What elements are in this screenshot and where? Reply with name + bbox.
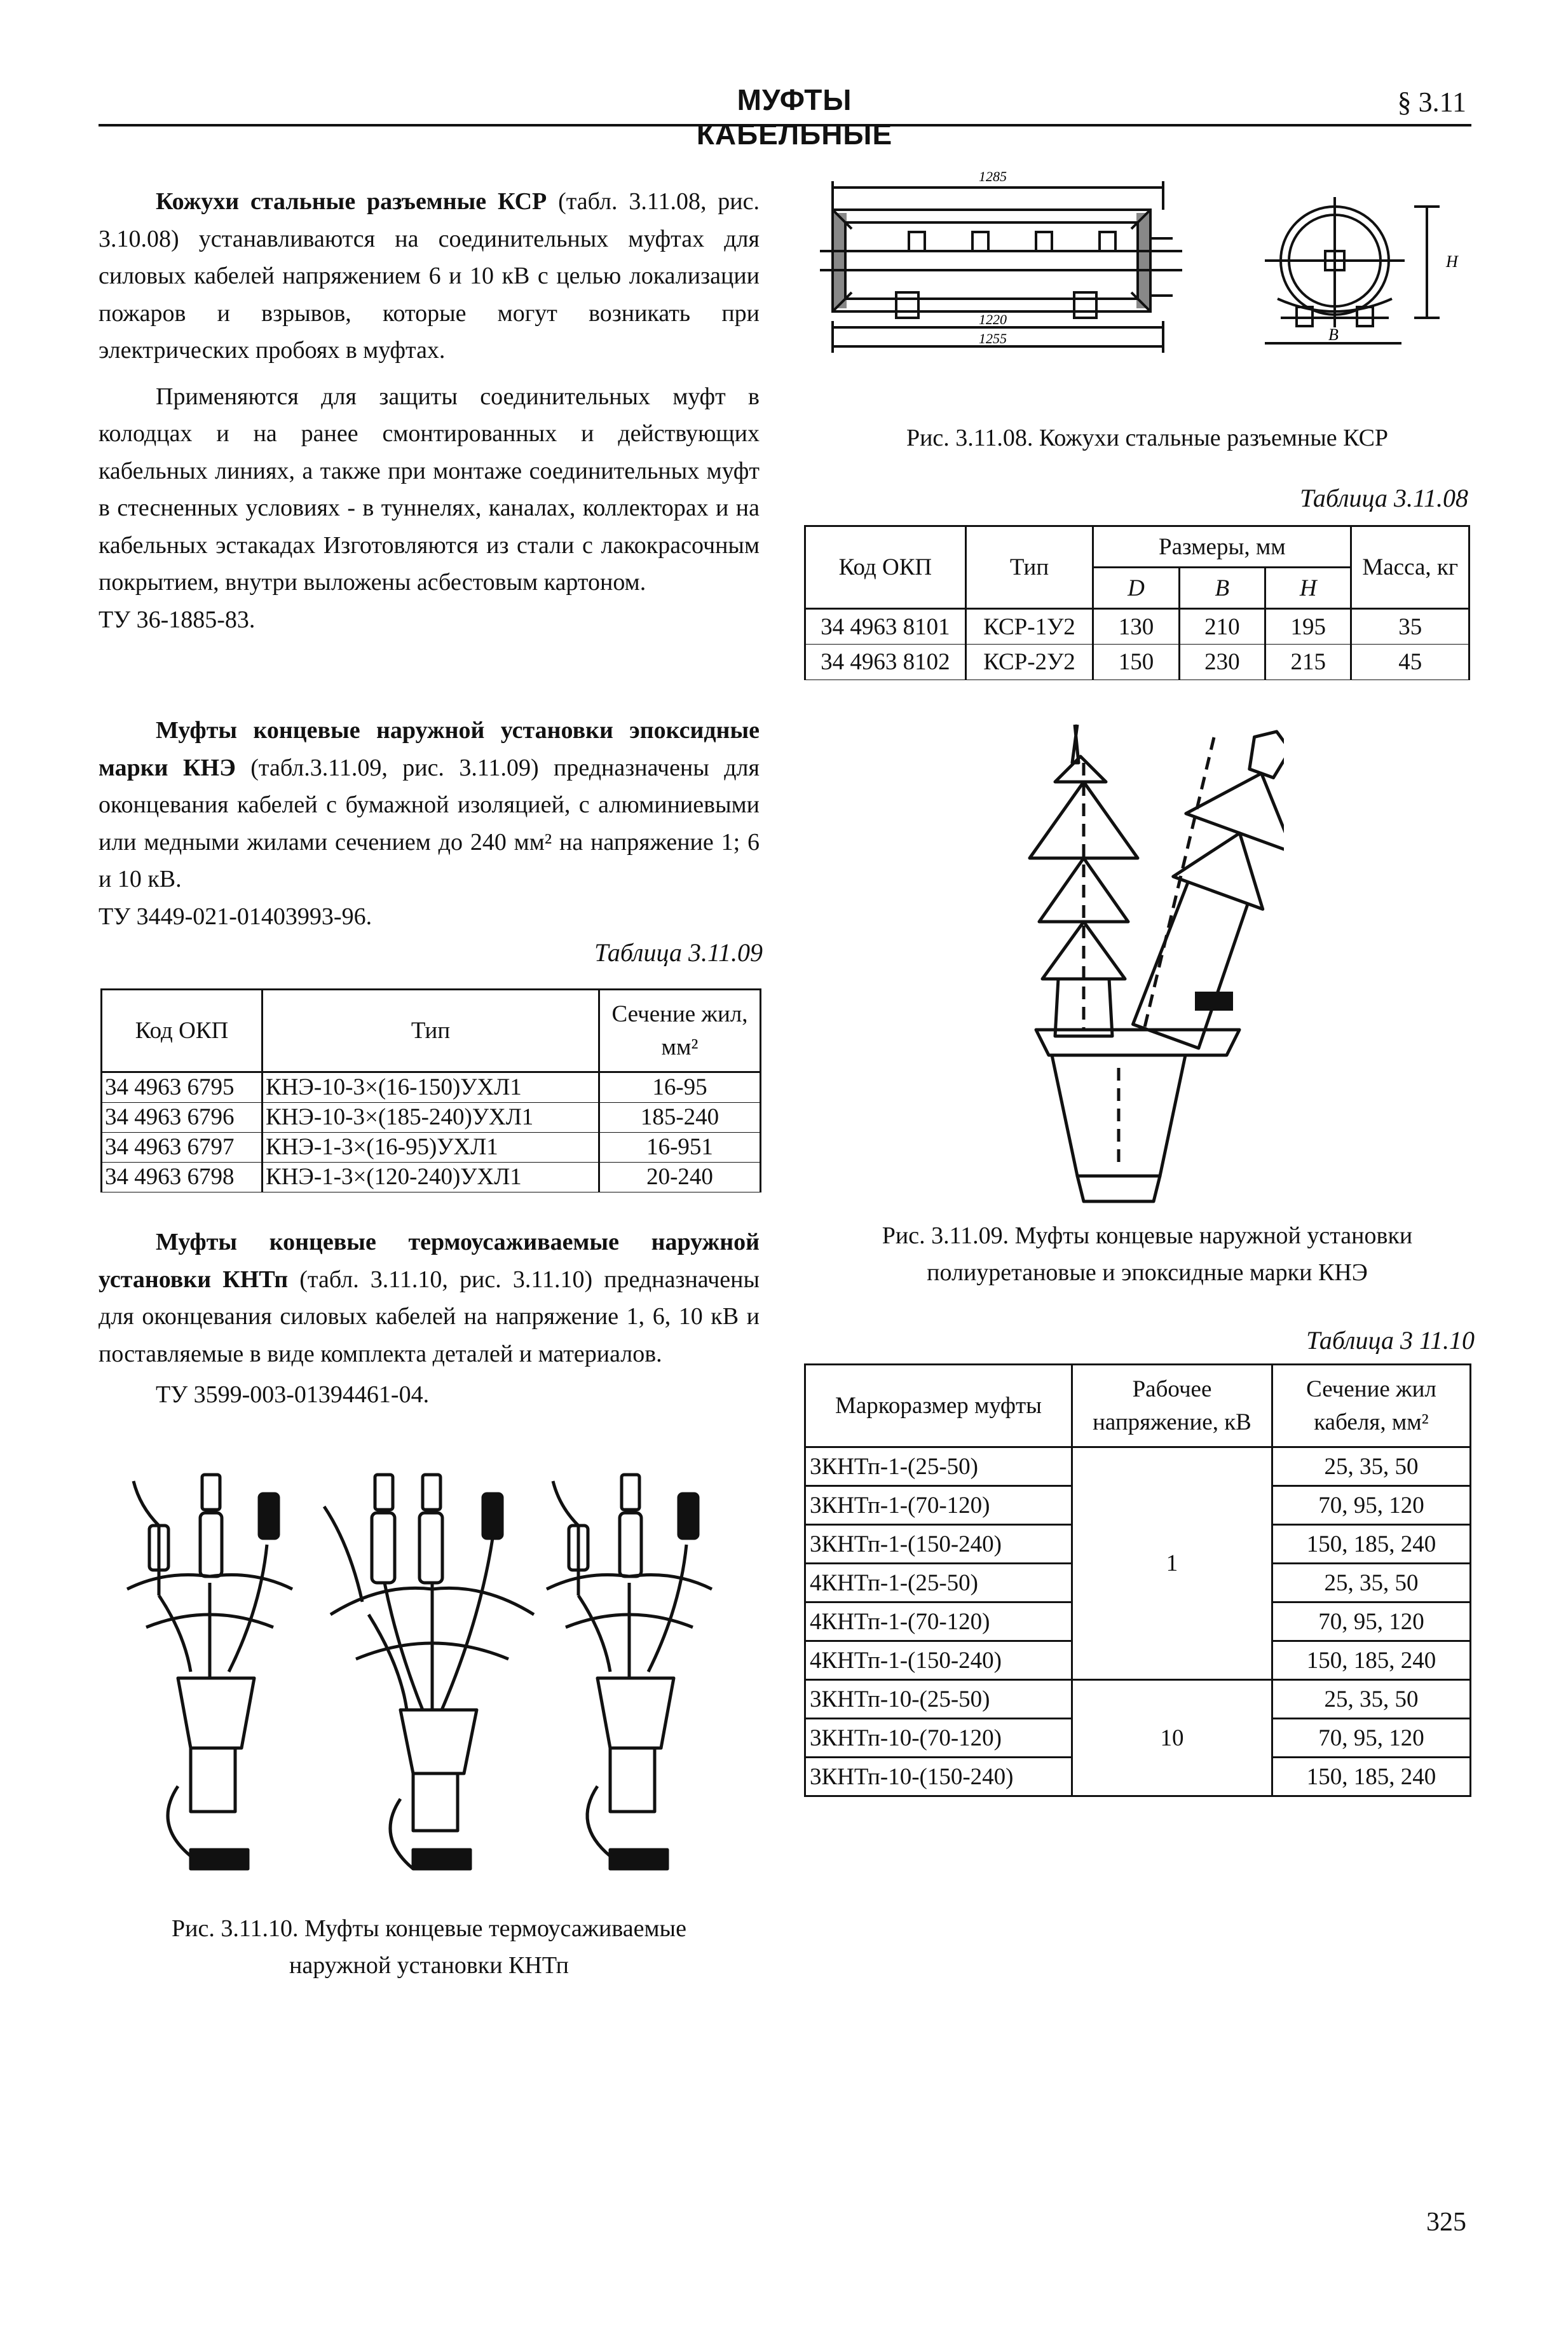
t1-cell: 230 [1179, 645, 1265, 680]
t3-cell: 25, 35, 50 [1272, 1564, 1471, 1602]
t2-cell: 20-240 [599, 1163, 761, 1192]
t2-cell: 34 4963 6797 [102, 1133, 262, 1163]
t3-cell: 150, 185, 240 [1272, 1758, 1471, 1796]
t1-h-code: Код ОКП [805, 526, 966, 609]
t2-h-sec: Сечение жил, мм² [599, 990, 761, 1072]
t1-cell: 34 4963 8102 [805, 645, 966, 680]
running-header-section: § 3.11 [1397, 86, 1466, 118]
t1-cell: 130 [1093, 609, 1179, 645]
table1-caption: Таблица 3.11.08 [1300, 484, 1468, 512]
t3-cell: 3КНТп-1-(70-120) [805, 1486, 1072, 1525]
t3-h-mark: Маркоразмер муфты [805, 1365, 1072, 1447]
block2-p1: (табл.3.11.09, рис. 3.11.09) предназначены для оконцевания кабелей с бумажной изоляцией, с алюминиевыми или медными жилами сечением до 240 мм² на напряжение 1; 6 и 10 кВ. [99, 754, 760, 892]
block3-p1: (табл. 3.11.10, рис. 3.11.10) предназначены для оконцевания силовых кабелей на напряжение 1, 6, 10 кВ и поставляемые в виде комплекта деталей и материалов. [99, 1266, 760, 1367]
t1-cell: 195 [1265, 609, 1351, 645]
table2-caption: Таблица 3.11.09 [594, 938, 763, 967]
block2-tu: ТУ 3449-021-01403993-96. [99, 903, 372, 930]
fig1-caption: Рис. 3.11.08. Кожухи стальные разъемные КСР [906, 425, 1389, 451]
t1-cell: КСР-1У2 [965, 609, 1093, 645]
block1-tu: ТУ 36-1885-83. [99, 606, 256, 633]
fig-3-11-10-drawing [108, 1468, 756, 1875]
block1-p1: (табл. 3.11.08, рис. 3.10.08) устанавливаются на соединительных муфтах для силовых кабелей напряжением 6 и 10 кВ с целью локализации пожаров и взрывов, которые могут возникать при электрических пробоях в муфтах. [99, 188, 760, 364]
t1-cell: 35 [1351, 609, 1469, 645]
t3-cell: 70, 95, 120 [1272, 1602, 1471, 1641]
t3-cell: 3КНТп-10-(25-50) [805, 1680, 1072, 1719]
t3-cell: 70, 95, 120 [1272, 1486, 1471, 1525]
t1-h-h: H [1265, 568, 1351, 609]
table-row [102, 1133, 761, 1163]
t3-h-sec: Сечение жил кабеля, мм² [1272, 1365, 1471, 1447]
t2-h-type: Тип [262, 990, 599, 1072]
block2-text [99, 712, 760, 935]
t2-h-code: Код ОКП [102, 990, 262, 1072]
t3-cell: 4КНТп-1-(70-120) [805, 1602, 1072, 1641]
t3-volt-10: 10 [1072, 1680, 1272, 1796]
t1-h-dims: Размеры, мм [1093, 526, 1351, 568]
dim-b: B [1328, 325, 1339, 344]
t2-cell: 16-951 [599, 1133, 761, 1163]
t3-h-volt: Рабочее напряжение, кВ [1072, 1365, 1272, 1447]
running-header-title: МУФТЫ КАБЕЛЬНЫЕ [696, 83, 893, 151]
t1-cell: 215 [1265, 645, 1351, 680]
t3-cell: 3КНТп-10-(150-240) [805, 1758, 1072, 1796]
t2-cell: КНЭ-10-3×(16-150)УХЛ1 [262, 1072, 599, 1103]
t3-cell: 150, 185, 240 [1272, 1641, 1471, 1680]
t2-cell: 34 4963 6796 [102, 1103, 262, 1133]
t3-volt-1: 1 [1072, 1447, 1272, 1680]
t3-cell: 70, 95, 120 [1272, 1719, 1471, 1758]
block1-text [99, 183, 760, 638]
t2-cell: 16-95 [599, 1072, 761, 1103]
t1-cell: 150 [1093, 645, 1179, 680]
t1-cell: 210 [1179, 609, 1265, 645]
table-row [805, 609, 1469, 645]
fig2-caption-line1: Рис. 3.11.09. Муфты концевые наружной установки [882, 1222, 1413, 1249]
table-3-11-08 [804, 525, 1470, 680]
t1-cell: КСР-2У2 [965, 645, 1093, 680]
t3-cell: 4КНТп-1-(150-240) [805, 1641, 1072, 1680]
t1-h-type: Тип [965, 526, 1093, 609]
fig-3-11-09-drawing [1017, 712, 1284, 1214]
t3-cell: 25, 35, 50 [1272, 1680, 1471, 1719]
termination-3 [547, 1475, 712, 1869]
t3-cell: 3КНТп-10-(70-120) [805, 1719, 1072, 1758]
fig2-caption-line2: полиуретановые и эпоксидные марки КНЭ [927, 1259, 1368, 1286]
t3-cell: 25, 35, 50 [1272, 1447, 1471, 1486]
table3-caption: Таблица 3 11.10 [1306, 1326, 1475, 1355]
table-row [805, 1680, 1471, 1719]
fig-3-11-08-drawing [820, 162, 1475, 400]
t1-h-mass: Масса, кг [1351, 526, 1469, 609]
t1-cell: 45 [1351, 645, 1469, 680]
block1-lead: Кожухи стальные разъемные КСР [156, 188, 547, 215]
t3-cell: 150, 185, 240 [1272, 1525, 1471, 1564]
t2-cell: 34 4963 6798 [102, 1163, 262, 1192]
table-row [102, 1072, 761, 1103]
block2-lead: Муфты концевые наружной установки эпоксидные марки КНЭ [99, 717, 760, 781]
block1-p2: Применяются для защиты соединительных муфт в колодцах и на ранее смонтированных и действующих кабельных линиях, а также при монтаже соединительных муфт в стесненных условиях - в туннелях, каналах, коллекторах и на кабельных эстакадах Изготовляются из стали с лакокрасочным покрытием, внутри выложены асбестовым картоном. [99, 383, 760, 596]
t3-cell: 3КНТп-1-(25-50) [805, 1447, 1072, 1486]
t2-cell: 34 4963 6795 [102, 1072, 262, 1103]
fig3-caption-line2: наружной установки КНТп [289, 1952, 569, 1979]
table-3-11-09 [100, 988, 761, 1192]
t2-cell: КНЭ-10-3×(185-240)УХЛ1 [262, 1103, 599, 1133]
t3-cell: 3КНТп-1-(150-240) [805, 1525, 1072, 1564]
block3-text [99, 1224, 760, 1414]
dim-h: H [1446, 252, 1458, 271]
table-row [805, 645, 1469, 680]
fig3-caption-line1: Рис. 3.11.10. Муфты концевые термоусаживаемые [172, 1915, 686, 1942]
termination-2 [324, 1475, 534, 1869]
dim-top: 1285 [979, 168, 1007, 184]
t1-cell: 34 4963 8101 [805, 609, 966, 645]
header-rule [99, 124, 1471, 126]
block3-tu: ТУ 3599-003-01394461-04. [156, 1381, 430, 1408]
dim-inner: 1220 [979, 311, 1007, 327]
table-row [102, 1163, 761, 1192]
t2-cell: КНЭ-1-3×(120-240)УХЛ1 [262, 1163, 599, 1192]
fig3-caption [99, 1910, 760, 1984]
t1-h-d: D [1093, 568, 1179, 609]
table-row [102, 1103, 761, 1133]
t2-cell: КНЭ-1-3×(16-95)УХЛ1 [262, 1133, 599, 1163]
t2-cell: 185-240 [599, 1103, 761, 1133]
t1-h-b: B [1179, 568, 1265, 609]
table-row [805, 1447, 1471, 1486]
page-number: 325 [1426, 2208, 1466, 2237]
dim-bottom: 1255 [979, 331, 1007, 346]
table-3-11-10 [804, 1363, 1471, 1797]
t3-cell: 4КНТп-1-(25-50) [805, 1564, 1072, 1602]
termination-1 [127, 1475, 292, 1869]
fig2-caption [820, 1217, 1475, 1291]
block3-lead: Муфты концевые термоусаживаемые наружной установки КНТп [99, 1229, 760, 1293]
